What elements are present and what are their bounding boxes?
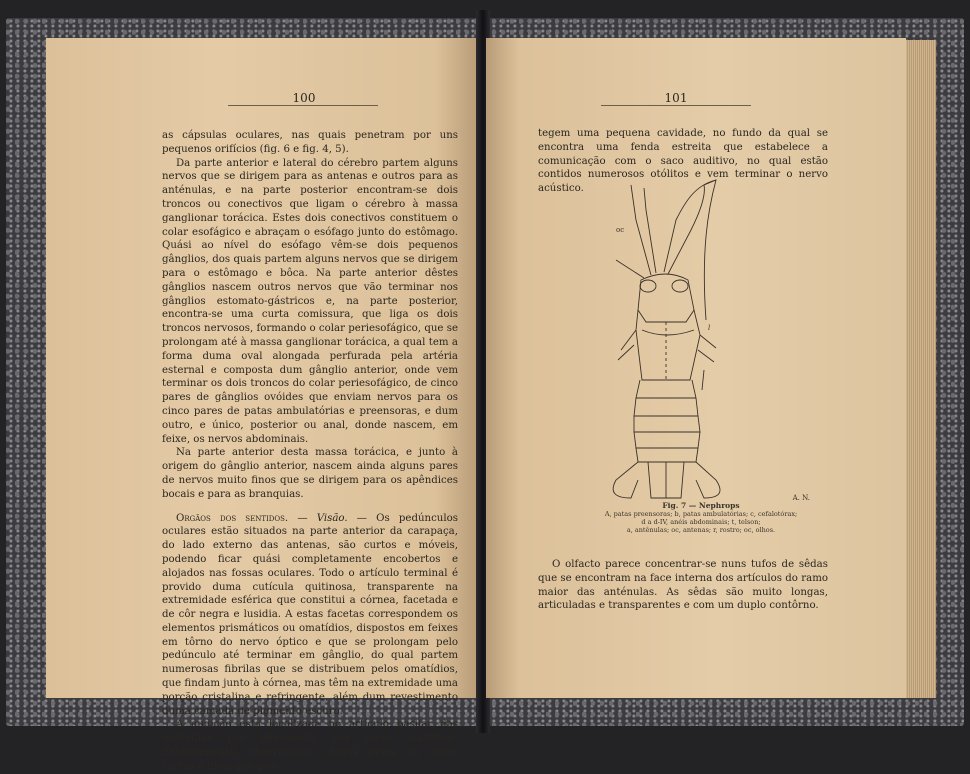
page-number: 101 (664, 91, 688, 105)
right-page-bottom-text (538, 558, 828, 613)
figure-legend-line: A, patas preensoras; b, patas ambulatórias; c, cefalotórax; (604, 510, 798, 518)
figure-caption (586, 494, 816, 534)
figure-author: A. N. (792, 494, 810, 502)
section-heading: Orgãos dos sentidos. (176, 512, 289, 524)
page-number: 100 (292, 91, 316, 105)
left-page-body (162, 129, 458, 774)
left-page (46, 38, 478, 772)
section-text: — Os pedúnculos oculares estão situados na parte anterior da carapaça, do lado externo das antenas, são curtos e móveis, podendo ficar quási completamente encobertos e alojados nas fossas oculares. Todo o artículo terminal é provido duma cutícula quitinosa, transparente na extremidade esférica que constitui a córnea, facetada e de côr negra e lusidia. A estas facetas correspondem os elementos prismáticos ou omatídios, dispostos em feixes em tôrno do nervo óptico e que se prolongam pelo pedúnculo até terminar em gânglio, do qual partem numerosas fibrilas que se distribuem pelos omatídios, que findam junto à córnea, mas têm na extremidade uma porção cristalina e refringente, além dum revestimento duma camada de pigmento escuro. (162, 512, 458, 717)
page-block-edge (906, 40, 936, 698)
figure-label-l: l (708, 324, 711, 332)
nephrops-lobster-illustration-icon (576, 180, 826, 498)
right-page (486, 38, 906, 698)
paragraph: as cápsulas oculares, nas quais penetram por uns pequenos orifícios (fig. 6 e fig. 4, 5). (162, 130, 458, 155)
paragraph: Da parte anterior e lateral do cérebro partem alguns nervos que se dirigem para as antenas e outros para as anténulas, e na parte posterior encontram-se dois troncos ou conectivos que ligam o cérebro à massa ganglionar torácica. Estes dois conectivos constituem o colar esofágico e abraçam o esófago junto do estômago. Quási ao nível do esófago vêm-se dois pequenos gânglios, dos quais partem alguns nervos que se dirigem para o estômago e bôca. Na parte anterior dêstes gânglios nascem outros nervos que vão terminar nos gânglios estomato-gástricos e, na parte posterior, encontra-se uma curta comissura, que liga os dois troncos nervosos, formando o colar periesofágico, que se prolongam até à massa ganglionar torácica, a qual tem a forma duma oval alongada perfurada pela artéria esternal e composta dum gânglio anterior, onde vem terminar os dois troncos do colar periesofágico, de cinco pares de gânglios ovóides que enviam nervos para os cinco pares de patas ambulatórias e preensoras, e dum outro, e único, posterior ou anal, donde nascem, em feixe, os nervos abdominais. (162, 157, 458, 445)
figure-legend-line: d a d-IV, anéis abdominais; t, telson; (641, 518, 761, 526)
figure-label-oc: oc (616, 226, 625, 234)
section-paragraph: Orgãos dos sentidos. — Visão. — Os pedúnculos oculares estão situados na parte anterior da carapaça, do lado externo das antenas, são curtos e móveis, podendo ficar quási completamente encobertos e alojados nas fossas oculares. Todo o artículo terminal é provido duma cutícula quitinosa, transparente na extremidade esférica que constitui a córnea, facetada e de côr negra e lusidia. A estas facetas correspondem os elementos prismáticos ou omatídios, dispostos em feixes em tôrno do nervo óptico e que se prolongam pelo pedúnculo até terminar em gânglio, do qual partem numerosas fibrilas que se distribuem pelos omatídios, que findam junto à córnea, mas têm na extremidade uma porção cristalina e refringente, além dum revestimento duma camada de pigmento escuro. (162, 512, 458, 717)
paragraph: A audição está localizada no artículo basilar das anténulas por intermédio dos sacos auditivos. Externamente, observam-se alguns pêlos ou sêdas curtas e finas que pro- (162, 719, 458, 772)
paragraph: tegem uma pequena cavidade, no fundo da qual se encontra uma fenda estreita que estabelece a comunicação com o saco auditivo, no qual estão contidos numerosos otólitos e vem terminar o nervo acústico. (538, 128, 828, 195)
figure-legend-line: a, antênulas; oc, antenas; r, rostro; oc, olhos. (626, 526, 776, 534)
paragraph: O olfacto parece concentrar-se nuns tufos de sêdas que se encontram na face interna dos artículos do ramo maior das anténulas. As sêdas são muito longas, articuladas e transparentes e com um duplo contôrno. (538, 559, 828, 612)
section-subheading: Visão. (316, 512, 348, 524)
paragraph: Na parte anterior desta massa torácica, e junto à origem do gânglio anterior, nascem ainda alguns pares de nervos muito finos que se dirigem para os apêndices bocais e para as branquias. (162, 447, 458, 500)
header-rule (601, 105, 751, 106)
header-rule (228, 105, 378, 106)
figure-title: Fig. 7 — Nephrops (662, 501, 740, 510)
